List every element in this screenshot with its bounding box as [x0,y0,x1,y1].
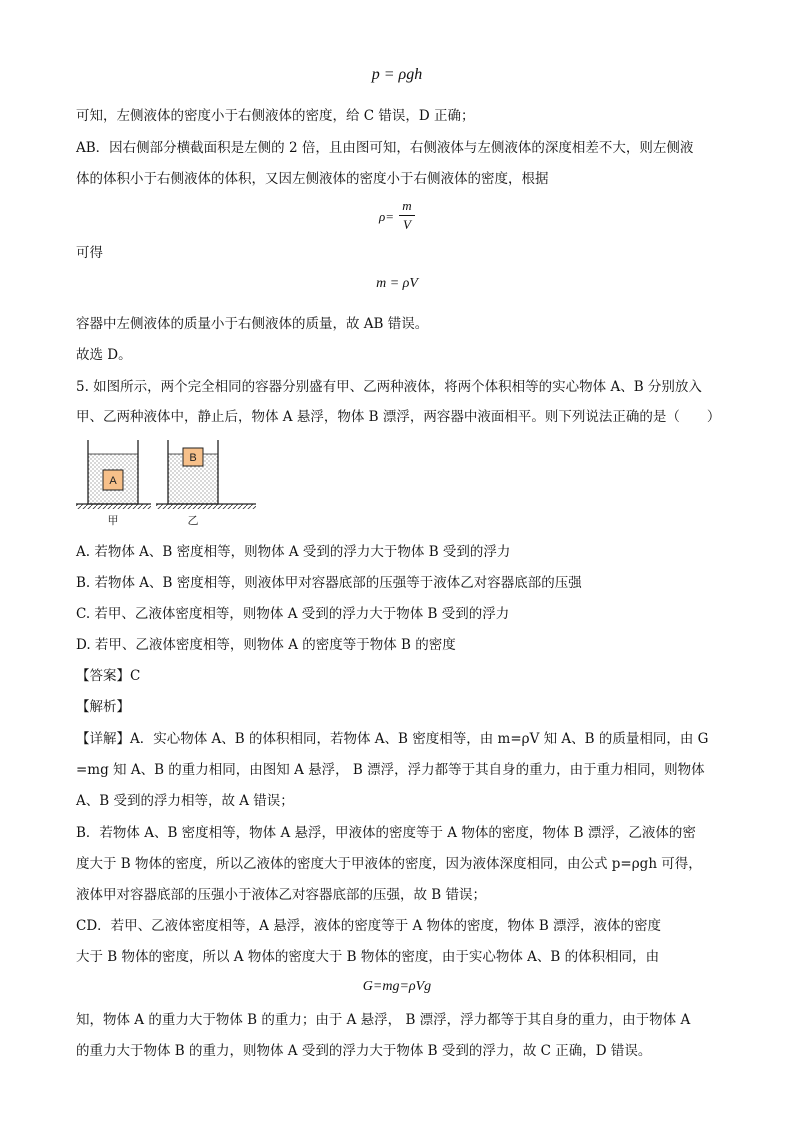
formula-density [370,198,430,238]
block-a-label: A [109,475,117,487]
detail-line: A、B 受到的浮力相等，故 A 错误； [76,793,294,809]
text-line: 可得 [76,245,103,261]
detail-line: 液体甲对容器底部的压强小于液体乙对容器底部的压强，故 B 错误； [76,887,487,903]
text-line: 故选 D。 [76,347,132,363]
label-yi: 乙 [187,514,199,527]
question-text: 甲、乙两种液体中，静止后，物体 A 悬浮，物体 B 漂浮，两容器中液面相平。则下列说法正确的是（ ） [76,409,721,425]
formula-density-numerator: m [402,198,412,213]
answer-label: 【答案】C [76,668,141,684]
text-line: 体的体积小于右侧液体的体积，又因左侧液体的密度小于右侧液体的密度，根据 [76,171,549,187]
formula-weight: G=mg=ρVg [362,979,432,994]
option-d: D. 若甲、乙液体密度相等，则物体 A 的密度等于物体 B 的密度 [76,637,456,653]
formula-density-lhs: ρ= [379,209,395,224]
formula-mass: m = ρV [376,276,418,291]
text-line: AB．因右侧部分横截面积是左侧的 2 倍，且由图可知，右侧液体与左侧液体的深度相差不大，则左侧液 [76,140,694,156]
option-c: C. 若甲、乙液体密度相等，则物体 A 受到的浮力大于物体 B 受到的浮力 [76,606,510,622]
label-jia: 甲 [107,514,119,527]
ground [76,504,256,509]
text-line: 容器中左侧液体的质量小于右侧液体的质量，故 AB 错误。 [76,316,429,332]
block-b [183,448,203,466]
text-line: 可知，左侧液体的密度小于右侧液体的密度，给 C 错误，D 正确； [76,108,475,124]
fraction-bar [399,215,415,216]
formula-pressure: p = ρgh [371,66,423,83]
question-text: 5. 如图所示，两个完全相同的容器分别盛有甲、乙两种液体，将两个体积相等的实心物体 A、B 分别放入 [76,379,702,395]
option-b: B. 若物体 A、B 密度相等，则液体甲对容器底部的压强等于液体乙对容器底部的压强 [76,575,582,591]
detail-line: 度大于 B 物体的密度，所以乙液体的密度大于甲液体的密度，因为液体深度相同，由公式 p=ρgh 可得， [76,856,702,872]
containers-figure [76,436,256,528]
block-a [103,470,123,490]
detail-line: 大于 B 物体的密度，所以 A 物体的密度大于 B 物体的密度，由于实心物体 A、B 的体积相同，由 [76,949,660,965]
detail-line: =mg 知 A、B 的重力相同，由图知 A 悬浮， B 漂浮，浮力都等于其自身的重力，由于重力相同，则物体 [76,762,705,778]
detail-line: 【详解】A．实心物体 A、B 的体积相同，若物体 A、B 密度相等，由 m=ρV 知 A、B 的质量相同，由 G [76,731,709,747]
formula-density-denominator: V [403,217,411,232]
analysis-label: 【解析】 [76,699,130,715]
block-b-label: B [189,452,197,464]
detail-line: 知，物体 A 的重力大于物体 B 的重力；由于 A 悬浮， B 漂浮，浮力都等于其自身的重力，由于物体 A [76,1012,691,1028]
detail-line: CD．若甲、乙液体密度相等，A 悬浮，液体的密度等于 A 物体的密度，物体 B 漂浮，液体的密度 [76,918,662,934]
detail-line: 的重力大于物体 B 的重力，则物体 A 受到的浮力大于物体 B 受到的浮力，故 C 正确，D 错误。 [76,1043,652,1059]
detail-line: B．若物体 A、B 密度相等，物体 A 悬浮，甲液体的密度等于 A 物体的密度，物体 B 漂浮，乙液体的密 [76,825,696,841]
option-a: A. 若物体 A、B 密度相等，则物体 A 受到的浮力大于物体 B 受到的浮力 [76,544,511,560]
